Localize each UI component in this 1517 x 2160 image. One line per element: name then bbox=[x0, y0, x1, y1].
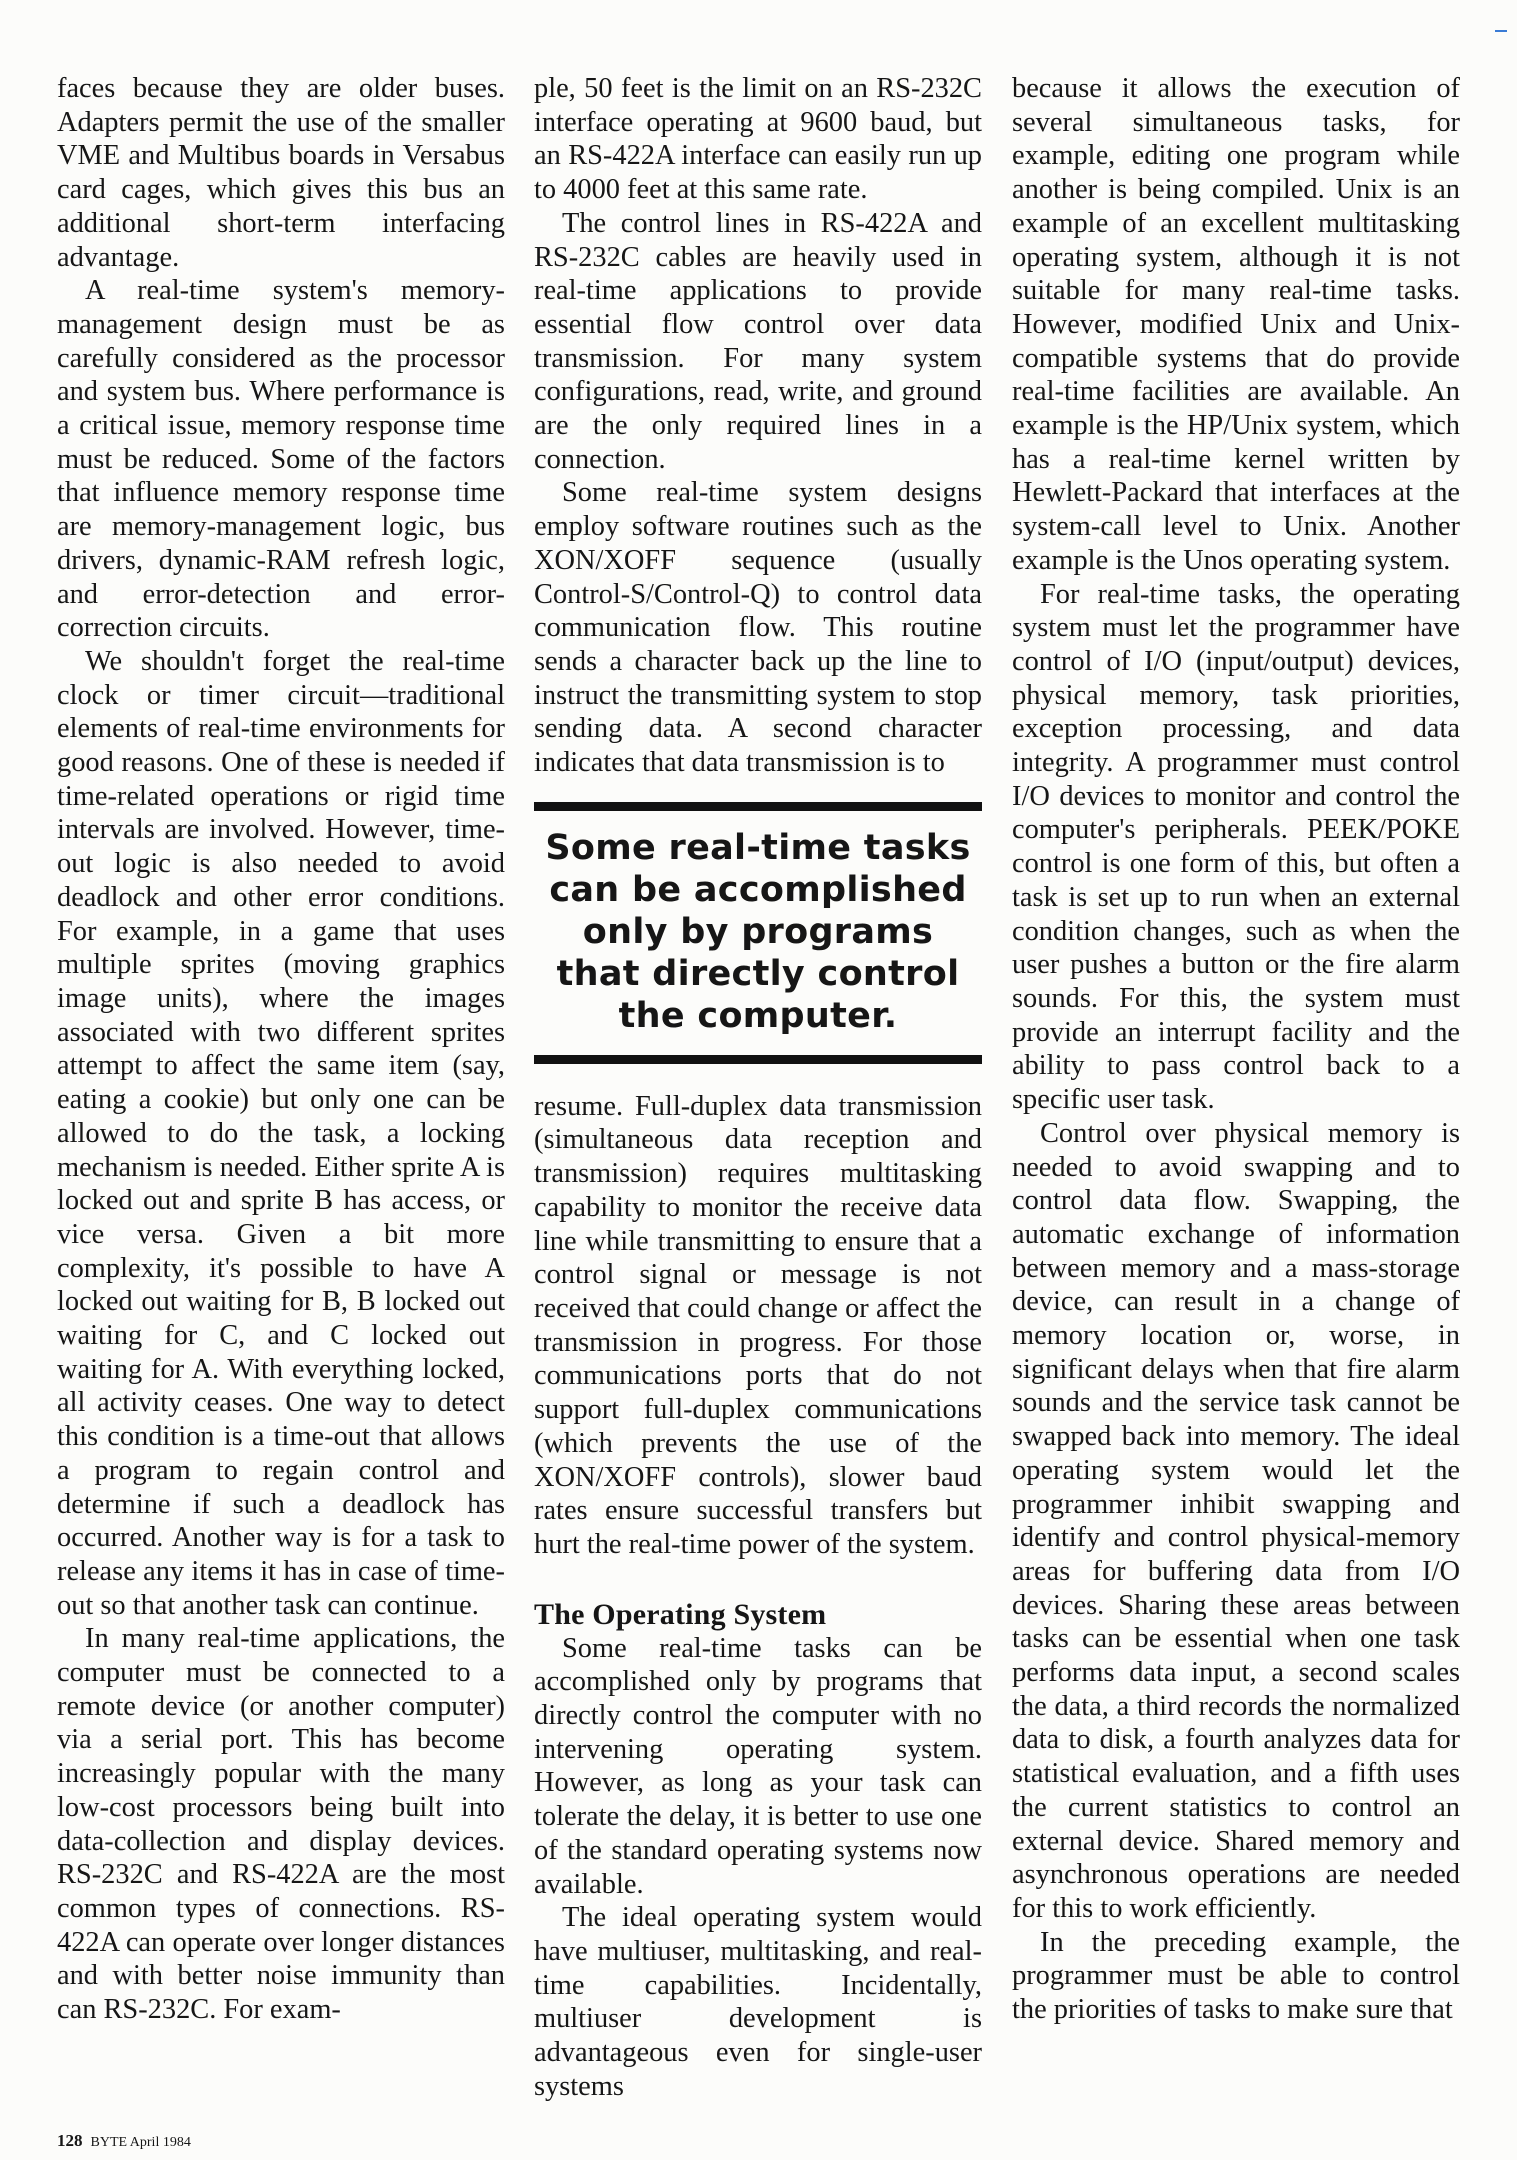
section-heading: The Operating System bbox=[534, 1597, 827, 1631]
paragraph: resume. Full-duplex data transmission (simultaneous data reception and transmission) requires multitasking capability to monitor the receive data line while transmitting to ensure that a control signal or message is not received that could change or affect the transmission in progress. For those communications ports that do not support full-duplex communications (which prevents the use of the XON/XOFF controls), slower baud rates ensure successful transfers but hurt the real-time power of the system. bbox=[534, 1090, 982, 1560]
paragraph: Control over physical memory is needed to avoid swapping and to control data flow. Swapping, the automatic exchange of information between memory and a mass-storage device, can result in a change of memory location or, worse, in significant delays when that fire alarm sounds and the service task cannot be swapped back into memory. The ideal operating system would let the programmer inhibit swapping and identify and control physical-memory areas for buffering data from I/O devices. Sharing these areas between tasks can be essential when one task performs data input, a second scales the data, a third records the normalized data to disk, a fourth analyzes data for statistical evaluation, and a fifth uses the current statistics to control an external device. Shared memory and asynchronous operations are needed for this to work efficiently. bbox=[1012, 1117, 1460, 1924]
column-2 bbox=[534, 72, 982, 2103]
column-3 bbox=[1012, 72, 1460, 2027]
page-footer bbox=[57, 2131, 191, 2153]
paragraph: faces because they are older buses. Adapters permit the use of the smaller VME and Multibus boards in Versabus card cages, which gives this bus an additional short-term interfacing advantage. bbox=[57, 73, 505, 273]
paragraph: ple, 50 feet is the limit on an RS-232C interface operating at 9600 baud, but an RS-422A interface can easily run up to 4000 feet at this same rate. bbox=[534, 73, 982, 206]
paragraph: In the preceding example, the programmer must be able to control the priorities of tasks to make sure that bbox=[1012, 1926, 1460, 2026]
paragraph: The control lines in RS-422A and RS-232C cables are heavily used in real-time applications to provide essential flow control over data transmission. For many system configurations, read, write, and ground are the only required lines in a connection. bbox=[534, 207, 982, 475]
paragraph: In many real-time applications, the computer must be connected to a remote device (or another computer) via a serial port. This has become increasingly popular with the many low-cost processors being built into data-collection and display devices. RS-232C and RS-422A are the most common types of connections. RS-422A can operate over longer distances and with better noise immunity than can RS-232C. For exam- bbox=[57, 1623, 505, 2026]
column-1 bbox=[57, 72, 505, 2027]
paragraph: because it allows the execution of several simultaneous tasks, for example, editing one program while another is being compiled. Unix is an example of an excellent multitasking operating system, although it is not suitable for many real-time tasks. However, modified Unix and Unix-compatible systems that do provide real-time facilities are available. An example is the HP/Unix system, which has a real-time kernel written by Hewlett-Packard that interfaces at the system-call level to Unix. Another example is the Unos operating system. bbox=[1012, 73, 1460, 576]
paragraph: For real-time tasks, the operating system must let the programmer have control of I/O (input/output) devices, physical memory, task priorities, exception processing, and data integrity. A programmer must control I/O devices to monitor and control the computer's peripherals. PEEK/POKE control is one form of this, but often a task is set up to run when an external condition changes, such as when the user pushes a button or the fire alarm sounds. For this, the system must provide an interrupt facility and the ability to pass control back to a specific user task. bbox=[1012, 578, 1460, 1116]
paragraph: Some real-time system designs employ software routines such as the XON/XOFF sequence (usually Control-S/Control-Q) to control data communication flow. This routine sends a character back up the line to instruct the transmitting system to stop sending data. A second character indicates that data transmission is to bbox=[534, 477, 982, 779]
magazine-issue: BYTE April 1984 bbox=[90, 2135, 191, 2150]
pull-quote: Some real-time tasks can be accomplished only by programs that directly control the computer. bbox=[534, 802, 982, 1064]
paragraph: The ideal operating system would have multiuser, multitasking, and real-time capabilities. Incidentally, multiuser development is advantageous even for single-user systems bbox=[534, 1902, 982, 2102]
page-number: 128 bbox=[57, 2131, 83, 2150]
paragraph: Some real-time tasks can be accomplished only by programs that directly control the computer with no intervening operating system. However, as long as your task can tolerate the delay, it is better to use one of the standard operating systems now available. bbox=[534, 1632, 982, 1900]
paragraph: We shouldn't forget the real-time clock or timer circuit—traditional elements of real-time environments for good reasons. One of these is needed if time-related operations or rigid time intervals are involved. However, time-out logic is also needed to avoid deadlock and other error conditions. For example, in a game that uses multiple sprites (moving graphics image units), where the images associated with two different sprites attempt to affect the same item (say, eating a cookie) but only one can be allowed to do the task, a locking mechanism is needed. Either sprite A is locked out and sprite B has access, or vice versa. Given a bit more complexity, it's possible to have A locked out waiting for B, B locked out waiting for C, and C locked out waiting for A. With everything locked, all activity ceases. One way to detect this condition is a time-out that allows a program to regain control and determine if such a deadlock has occurred. Another way is for a task to release any items it has in case of time-out so that another task can continue. bbox=[57, 645, 505, 1621]
paragraph: A real-time system's memory-management design must be as carefully considered as the processor and system bus. Where performance is a critical issue, memory response time must be reduced. Some of the factors that influence memory response time are memory-management logic, bus drivers, dynamic-RAM refresh logic, and error-detection and error-correction circuits. bbox=[57, 275, 505, 644]
edge-mark bbox=[1495, 30, 1507, 32]
